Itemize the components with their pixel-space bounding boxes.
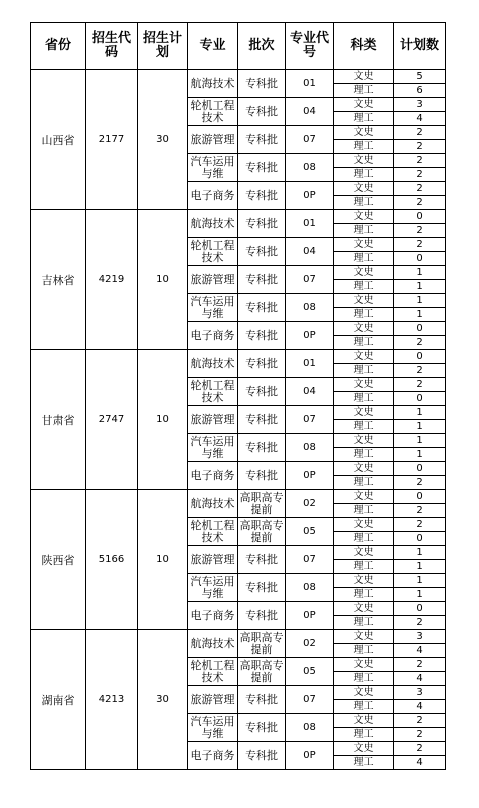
major-code: 0P [286,322,334,350]
batch: 高职高专提前 [239,490,284,516]
category: 文史 [334,546,394,560]
category: 理工 [334,448,394,462]
batch: 专科批 [238,378,286,406]
province-name: 甘肃省 [31,350,86,490]
major-name: 旅游管理 [188,406,238,434]
category: 文史 [334,266,394,280]
plan-count: 4 [394,672,446,686]
major-name: 电子商务 [188,322,238,350]
category: 文史 [334,742,394,756]
category: 文史 [334,686,394,700]
category: 理工 [334,420,394,434]
category: 理工 [334,616,394,630]
plan-count: 1 [394,448,446,462]
major-code: 02 [286,490,334,518]
category: 理工 [334,560,394,574]
major-name: 汽车运用与维 [188,154,238,182]
plan-count: 0 [394,602,446,616]
category: 理工 [334,728,394,742]
major-name: 轮机工程技术 [188,518,238,546]
major-name: 航海技术 [188,70,238,98]
category: 理工 [334,336,394,350]
plan-count: 2 [394,196,446,210]
major-code: 05 [286,518,334,546]
category: 文史 [334,98,394,112]
province-name: 山西省 [31,70,86,210]
category: 文史 [334,714,394,728]
category: 文史 [334,462,394,476]
batch: 专科批 [238,350,286,378]
category: 理工 [334,112,394,126]
category: 文史 [334,70,394,84]
batch: 专科批 [238,266,286,294]
header-enroll-plan: 招生计划 [138,23,188,70]
batch: 专科批 [238,686,286,714]
major-code: 05 [286,658,334,686]
batch: 专科批 [238,462,286,490]
enroll-plan: 30 [138,630,188,770]
table-row [31,210,446,224]
plan-count: 0 [394,350,446,364]
plan-count: 1 [394,434,446,448]
major-name: 轮机工程技术 [188,238,238,266]
category: 理工 [334,308,394,322]
major-name: 电子商务 [188,602,238,630]
batch: 专科批 [238,182,286,210]
major-name: 航海技术 [188,350,238,378]
major-code: 07 [286,546,334,574]
category: 文史 [334,406,394,420]
plan-count: 1 [394,406,446,420]
province-name: 陕西省 [31,490,86,630]
table-body [31,70,446,770]
header-row [31,23,446,70]
plan-count: 2 [394,378,446,392]
major-code: 07 [286,126,334,154]
plan-count: 2 [394,518,446,532]
enroll-plan: 10 [138,210,188,350]
major-code: 02 [286,630,334,658]
enroll-plan: 10 [138,350,188,490]
batch: 高职高专提前 [239,630,284,656]
plan-count: 5 [394,70,446,84]
batch: 专科批 [238,434,286,462]
major-code: 0P [286,182,334,210]
category: 文史 [334,182,394,196]
major-name: 航海技术 [188,630,238,658]
major-name: 旅游管理 [188,266,238,294]
enrollment-plan-table [30,22,446,770]
category: 文史 [334,350,394,364]
category: 理工 [334,280,394,294]
province-name: 湖南省 [31,630,86,770]
plan-count: 1 [394,266,446,280]
plan-count: 6 [394,84,446,98]
plan-count: 1 [394,280,446,294]
plan-count: 2 [394,742,446,756]
category: 理工 [334,252,394,266]
major-code: 04 [286,378,334,406]
major-code: 08 [286,434,334,462]
plan-count: 2 [394,154,446,168]
plan-count: 1 [394,420,446,434]
batch: 高职高专提前 [239,658,284,684]
category: 理工 [334,756,394,770]
major-code: 08 [286,154,334,182]
enroll-plan: 30 [138,70,188,210]
major-name: 电子商务 [188,742,238,770]
plan-count: 2 [394,168,446,182]
batch: 专科批 [238,742,286,770]
plan-count: 2 [394,504,446,518]
enroll-code: 4219 [86,210,138,350]
enroll-code: 2177 [86,70,138,210]
major-name: 旅游管理 [188,126,238,154]
table-row [31,350,446,364]
plan-count: 1 [394,546,446,560]
major-code: 0P [286,602,334,630]
major-code: 04 [286,98,334,126]
enroll-code: 2747 [86,350,138,490]
plan-count: 4 [394,756,446,770]
category: 文史 [334,602,394,616]
major-code: 0P [286,742,334,770]
batch: 专科批 [238,406,286,434]
category: 文史 [334,210,394,224]
plan-count: 2 [394,126,446,140]
category: 理工 [334,476,394,490]
header-batch: 批次 [238,23,286,70]
plan-count: 2 [394,728,446,742]
province-name: 吉林省 [31,210,86,350]
batch: 专科批 [238,602,286,630]
table-row [31,630,446,644]
plan-count: 1 [394,574,446,588]
batch: 专科批 [238,154,286,182]
plan-count: 1 [394,308,446,322]
category: 文史 [334,630,394,644]
category: 文史 [334,518,394,532]
header-plan-count: 计划数 [394,23,446,70]
plan-count: 2 [394,140,446,154]
category: 文史 [334,378,394,392]
category: 理工 [334,588,394,602]
table-row [31,490,446,504]
major-name: 轮机工程技术 [188,378,238,406]
batch: 专科批 [238,294,286,322]
batch: 专科批 [238,714,286,742]
plan-count: 0 [394,392,446,406]
batch: 专科批 [238,126,286,154]
enroll-code: 5166 [86,490,138,630]
category: 理工 [334,364,394,378]
category: 理工 [334,700,394,714]
header-major-code: 专业代号 [286,23,334,70]
major-code: 08 [286,574,334,602]
plan-count: 2 [394,182,446,196]
table-row [31,70,446,84]
category: 文史 [334,238,394,252]
category: 文史 [334,490,394,504]
batch: 专科批 [238,210,286,238]
enroll-plan: 10 [138,490,188,630]
plan-count: 2 [394,364,446,378]
plan-count: 0 [394,490,446,504]
major-name: 轮机工程技术 [188,98,238,126]
category: 理工 [334,84,394,98]
plan-count: 4 [394,112,446,126]
plan-count: 3 [394,98,446,112]
major-code: 04 [286,238,334,266]
batch: 专科批 [238,70,286,98]
major-code: 0P [286,462,334,490]
plan-count: 3 [394,686,446,700]
major-name: 旅游管理 [188,546,238,574]
plan-count: 0 [394,322,446,336]
major-name: 航海技术 [188,490,238,518]
batch: 高职高专提前 [239,518,284,544]
batch: 专科批 [238,98,286,126]
plan-count: 0 [394,210,446,224]
category: 文史 [334,154,394,168]
category: 理工 [334,644,394,658]
batch: 专科批 [238,238,286,266]
plan-count: 2 [394,616,446,630]
category: 理工 [334,504,394,518]
batch: 专科批 [238,574,286,602]
category: 理工 [334,672,394,686]
major-code: 08 [286,714,334,742]
plan-count: 0 [394,462,446,476]
plan-count: 1 [394,294,446,308]
plan-count: 2 [394,224,446,238]
category: 理工 [334,168,394,182]
category: 理工 [334,392,394,406]
plan-count: 0 [394,252,446,266]
plan-count: 2 [394,336,446,350]
major-code: 08 [286,294,334,322]
category: 文史 [334,434,394,448]
header-category: 科类 [334,23,394,70]
plan-count: 2 [394,714,446,728]
major-code: 01 [286,70,334,98]
category: 文史 [334,294,394,308]
plan-count: 3 [394,630,446,644]
plan-count: 1 [394,588,446,602]
major-name: 电子商务 [188,462,238,490]
category: 理工 [334,140,394,154]
category: 文史 [334,574,394,588]
category: 文史 [334,658,394,672]
enroll-code: 4213 [86,630,138,770]
major-code: 07 [286,266,334,294]
header-enroll-code: 招生代码 [86,23,138,70]
plan-count: 1 [394,560,446,574]
major-name: 电子商务 [188,182,238,210]
major-name: 汽车运用与维 [188,294,238,322]
major-code: 07 [286,686,334,714]
category: 文史 [334,322,394,336]
batch: 专科批 [238,546,286,574]
plan-count: 0 [394,532,446,546]
major-name: 汽车运用与维 [188,574,238,602]
category: 理工 [334,532,394,546]
category: 理工 [334,224,394,238]
major-name: 旅游管理 [188,686,238,714]
plan-count: 2 [394,238,446,252]
major-code: 01 [286,350,334,378]
plan-count: 2 [394,658,446,672]
major-name: 汽车运用与维 [188,714,238,742]
major-code: 01 [286,210,334,238]
plan-count: 4 [394,700,446,714]
major-name: 轮机工程技术 [188,658,238,686]
batch: 专科批 [238,322,286,350]
major-name: 航海技术 [188,210,238,238]
major-name: 汽车运用与维 [188,434,238,462]
category: 理工 [334,196,394,210]
plan-count: 2 [394,476,446,490]
header-province: 省份 [31,23,86,70]
plan-count: 4 [394,644,446,658]
major-code: 07 [286,406,334,434]
category: 文史 [334,126,394,140]
header-major: 专业 [188,23,238,70]
